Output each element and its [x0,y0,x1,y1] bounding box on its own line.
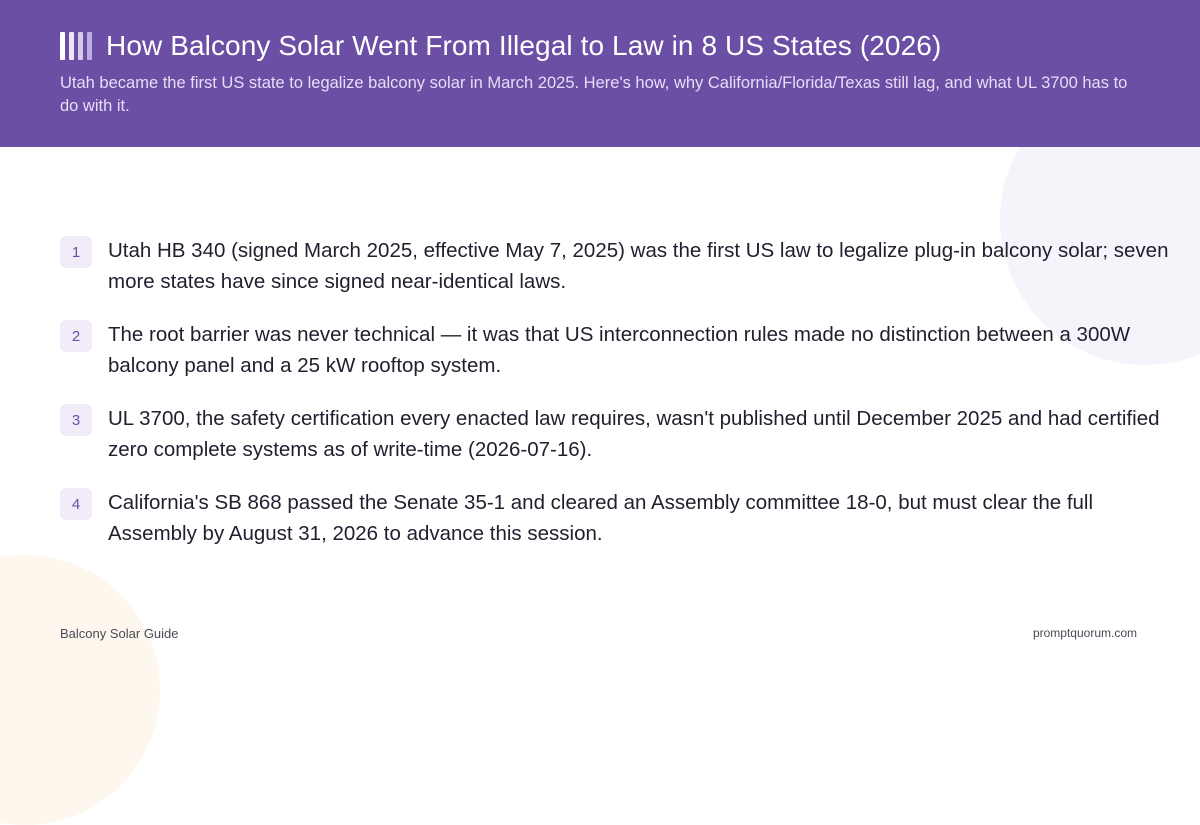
list-item [60,235,1175,319]
item-text: The root barrier was never technical — it was that US interconnection rules made no distinction between a 300W balcony panel and a 25 kW rooftop system. [108,323,1131,377]
item-number-badge: 2 [60,320,92,352]
list-item [60,403,1175,487]
item-number-badge: 1 [60,236,92,268]
item-number-badge: 3 [60,404,92,436]
page-title: How Balcony Solar Went From Illegal to Law in 8 US States (2026) [106,30,942,61]
list-item [60,487,1175,571]
list-item [60,319,1175,403]
bars-logo-icon [60,32,92,60]
item-text: Utah HB 340 (signed March 2025, effective May 7, 2025) was the first US law to legalize plug-in balcony solar; seven more states have since signed near-identical laws. [108,239,1169,293]
footer-site-url: promptquorum.com [1032,626,1137,640]
decorative-circle-left [0,555,160,825]
item-text: California's SB 868 passed the Senate 35-1 and cleared an Assembly committee 18-0, but must clear the full Assembly by August 31, 2026 to advance this session. [108,491,1094,545]
footer-brand: Balcony Solar Guide [60,626,179,641]
title-row [60,30,1140,62]
key-points-list [60,235,1175,571]
header-banner [0,0,1200,147]
item-text: UL 3700, the safety certification every enacted law requires, wasn't published until December 2025 and had certified zero complete systems as of write-time (2026-07-16). [108,407,1160,461]
page-subtitle: Utah became the first US state to legalize balcony solar in March 2025. Here's how, why California/Florida/Texas still lag, and what UL 3700 has to do with it. [60,74,1128,115]
item-number-badge: 4 [60,488,92,520]
